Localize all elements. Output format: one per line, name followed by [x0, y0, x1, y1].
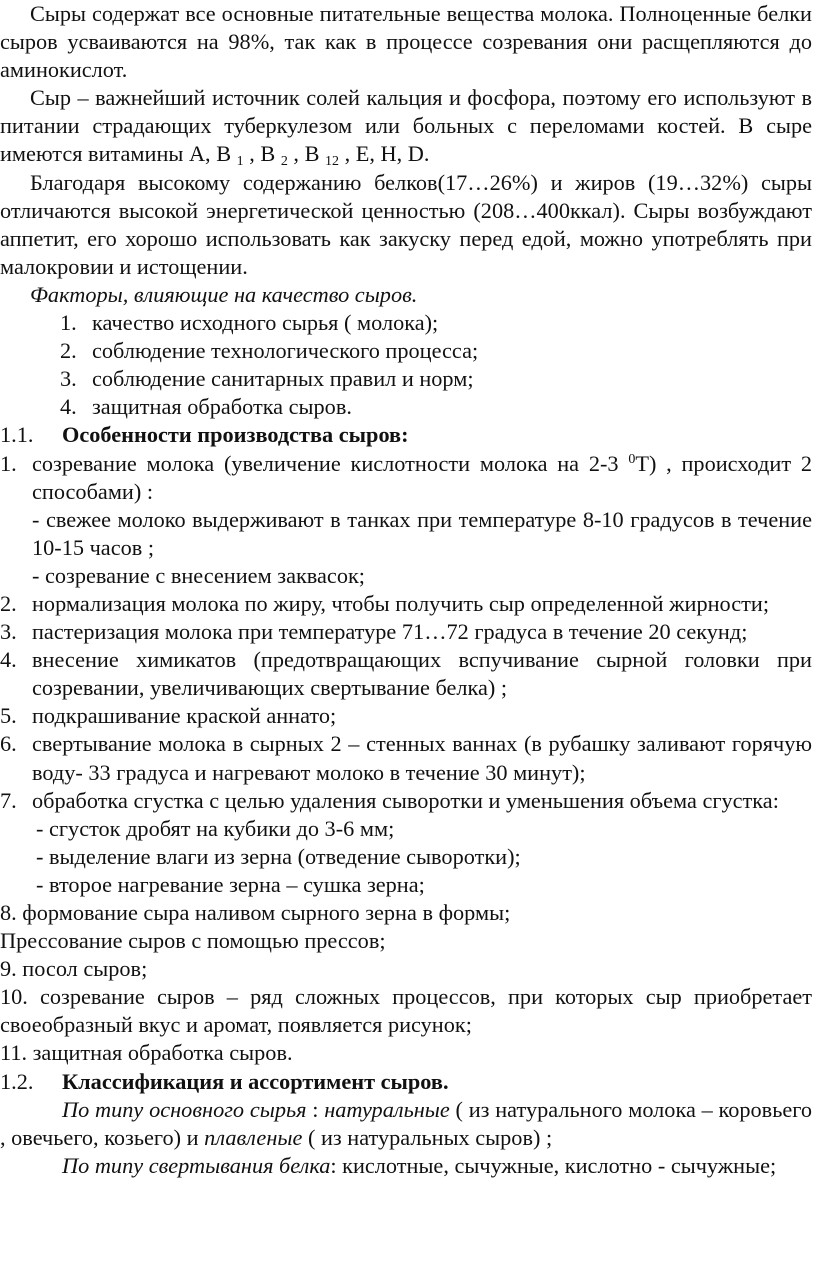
intro-paragraph-1: Сыры содержат все основные питательные вещества молока. Полноценные белки сыров усваиваются на 98%, так как в процессе созревания они расщепляются до аминокислот.: [0, 1, 812, 83]
factors-list: [0, 309, 812, 421]
list-item: 3. пастеризация молока при температуре 71…72 градуса в течение 20 секунд;: [0, 619, 748, 645]
sub-item: - свежее молоко выдерживают в танках при температуре 8-10 градусов в течение 10-15 часов ;: [32, 506, 812, 560]
classification-by-raw-material: По типу основного сырья : натуральные ( из натурального молока – коровьего , овечьего, козьего) и плавленые ( из натуральных сыров) ;: [0, 1096, 812, 1150]
list-item: 4. внесение химикатов (предотвращающих вспучивание сырной головки при созревании, увеличивающих свертывание белка) ;: [0, 647, 812, 701]
list-item: 8. формование сыра наливом сырного зерна в формы;: [0, 900, 511, 925]
section-heading-1-1: 1.1. Особенности производства сыров:: [0, 422, 409, 448]
list-item: 2. нормализация молока по жиру, чтобы получить сыр определенной жирности;: [0, 590, 770, 616]
list-item: 4. защитная обработка сыров.: [60, 394, 352, 420]
list-item: 7. обработка сгустка с целью удаления сыворотки и уменьшения объема сгустка:: [0, 787, 779, 813]
list-item: 9. посол сыров;: [0, 956, 148, 982]
intro-paragraph-3: Благодаря высокому содержанию белков(17…26%) и жиров (19…32%) сыры отличаются высокой энергетической ценностью (208…400ккал). Сыры возбуждают аппетит, его хорошо использовать как закуску перед едой, можно употреблять при малокровии и истощении.: [0, 169, 812, 279]
sub-item: - второе нагревание зерна – сушка зерна;: [36, 871, 425, 897]
list-item: 3. соблюдение санитарных правил и норм;: [60, 366, 474, 392]
sub-item: - выделение влаги из зерна (отведение сыворотки);: [36, 843, 521, 869]
factors-heading: Факторы, влияющие на качество сыров.: [30, 281, 418, 307]
pressing-line: Прессование сыров с помощью прессов;: [0, 928, 386, 954]
sub-item: - созревание с внесением заквасок;: [32, 562, 365, 588]
list-item: 6. свертывание молока в сырных 2 – стенных ваннах (в рубашку заливают горячую воду- 33 градуса и нагревают молоко в течение 30 минут);: [0, 731, 812, 785]
section-heading-1-2: 1.2. Классификация и ассортимент сыров.: [0, 1068, 449, 1094]
list-item: 1. качество исходного сырья ( молока);: [60, 310, 439, 336]
list-item: 1. созревание молока (увеличение кислотности молока на 2-3 $^0$Т) , происходит 2 способами) :: [0, 450, 812, 504]
classification-by-coagulation: По типу свертывания белка: кислотные, сычужные, кислотно - сычужные;: [62, 1152, 777, 1178]
list-item: 10. созревание сыров – ряд сложных процессов, при которых сыр приобретает своеобразный вкус и аромат, появляется рисунок;: [0, 984, 812, 1038]
list-item: 5. подкрашивание краской аннато;: [0, 703, 337, 729]
list-item: 2. соблюдение технологического процесса;: [60, 338, 479, 364]
sub-item: - сгусток дробят на кубики до 3-6 мм;: [36, 815, 395, 841]
intro-paragraph-2: Сыр – важнейший источник солей кальция и фосфора, поэтому его используют в питании страдающих туберкулезом или больных с переломами костей. В сыре имеются витамины А, В $_1$ , В $_2$ , В $_{12}$ , Е, Н, D.: [0, 85, 812, 170]
list-item: 11. защитная обработка сыров.: [0, 1040, 293, 1066]
